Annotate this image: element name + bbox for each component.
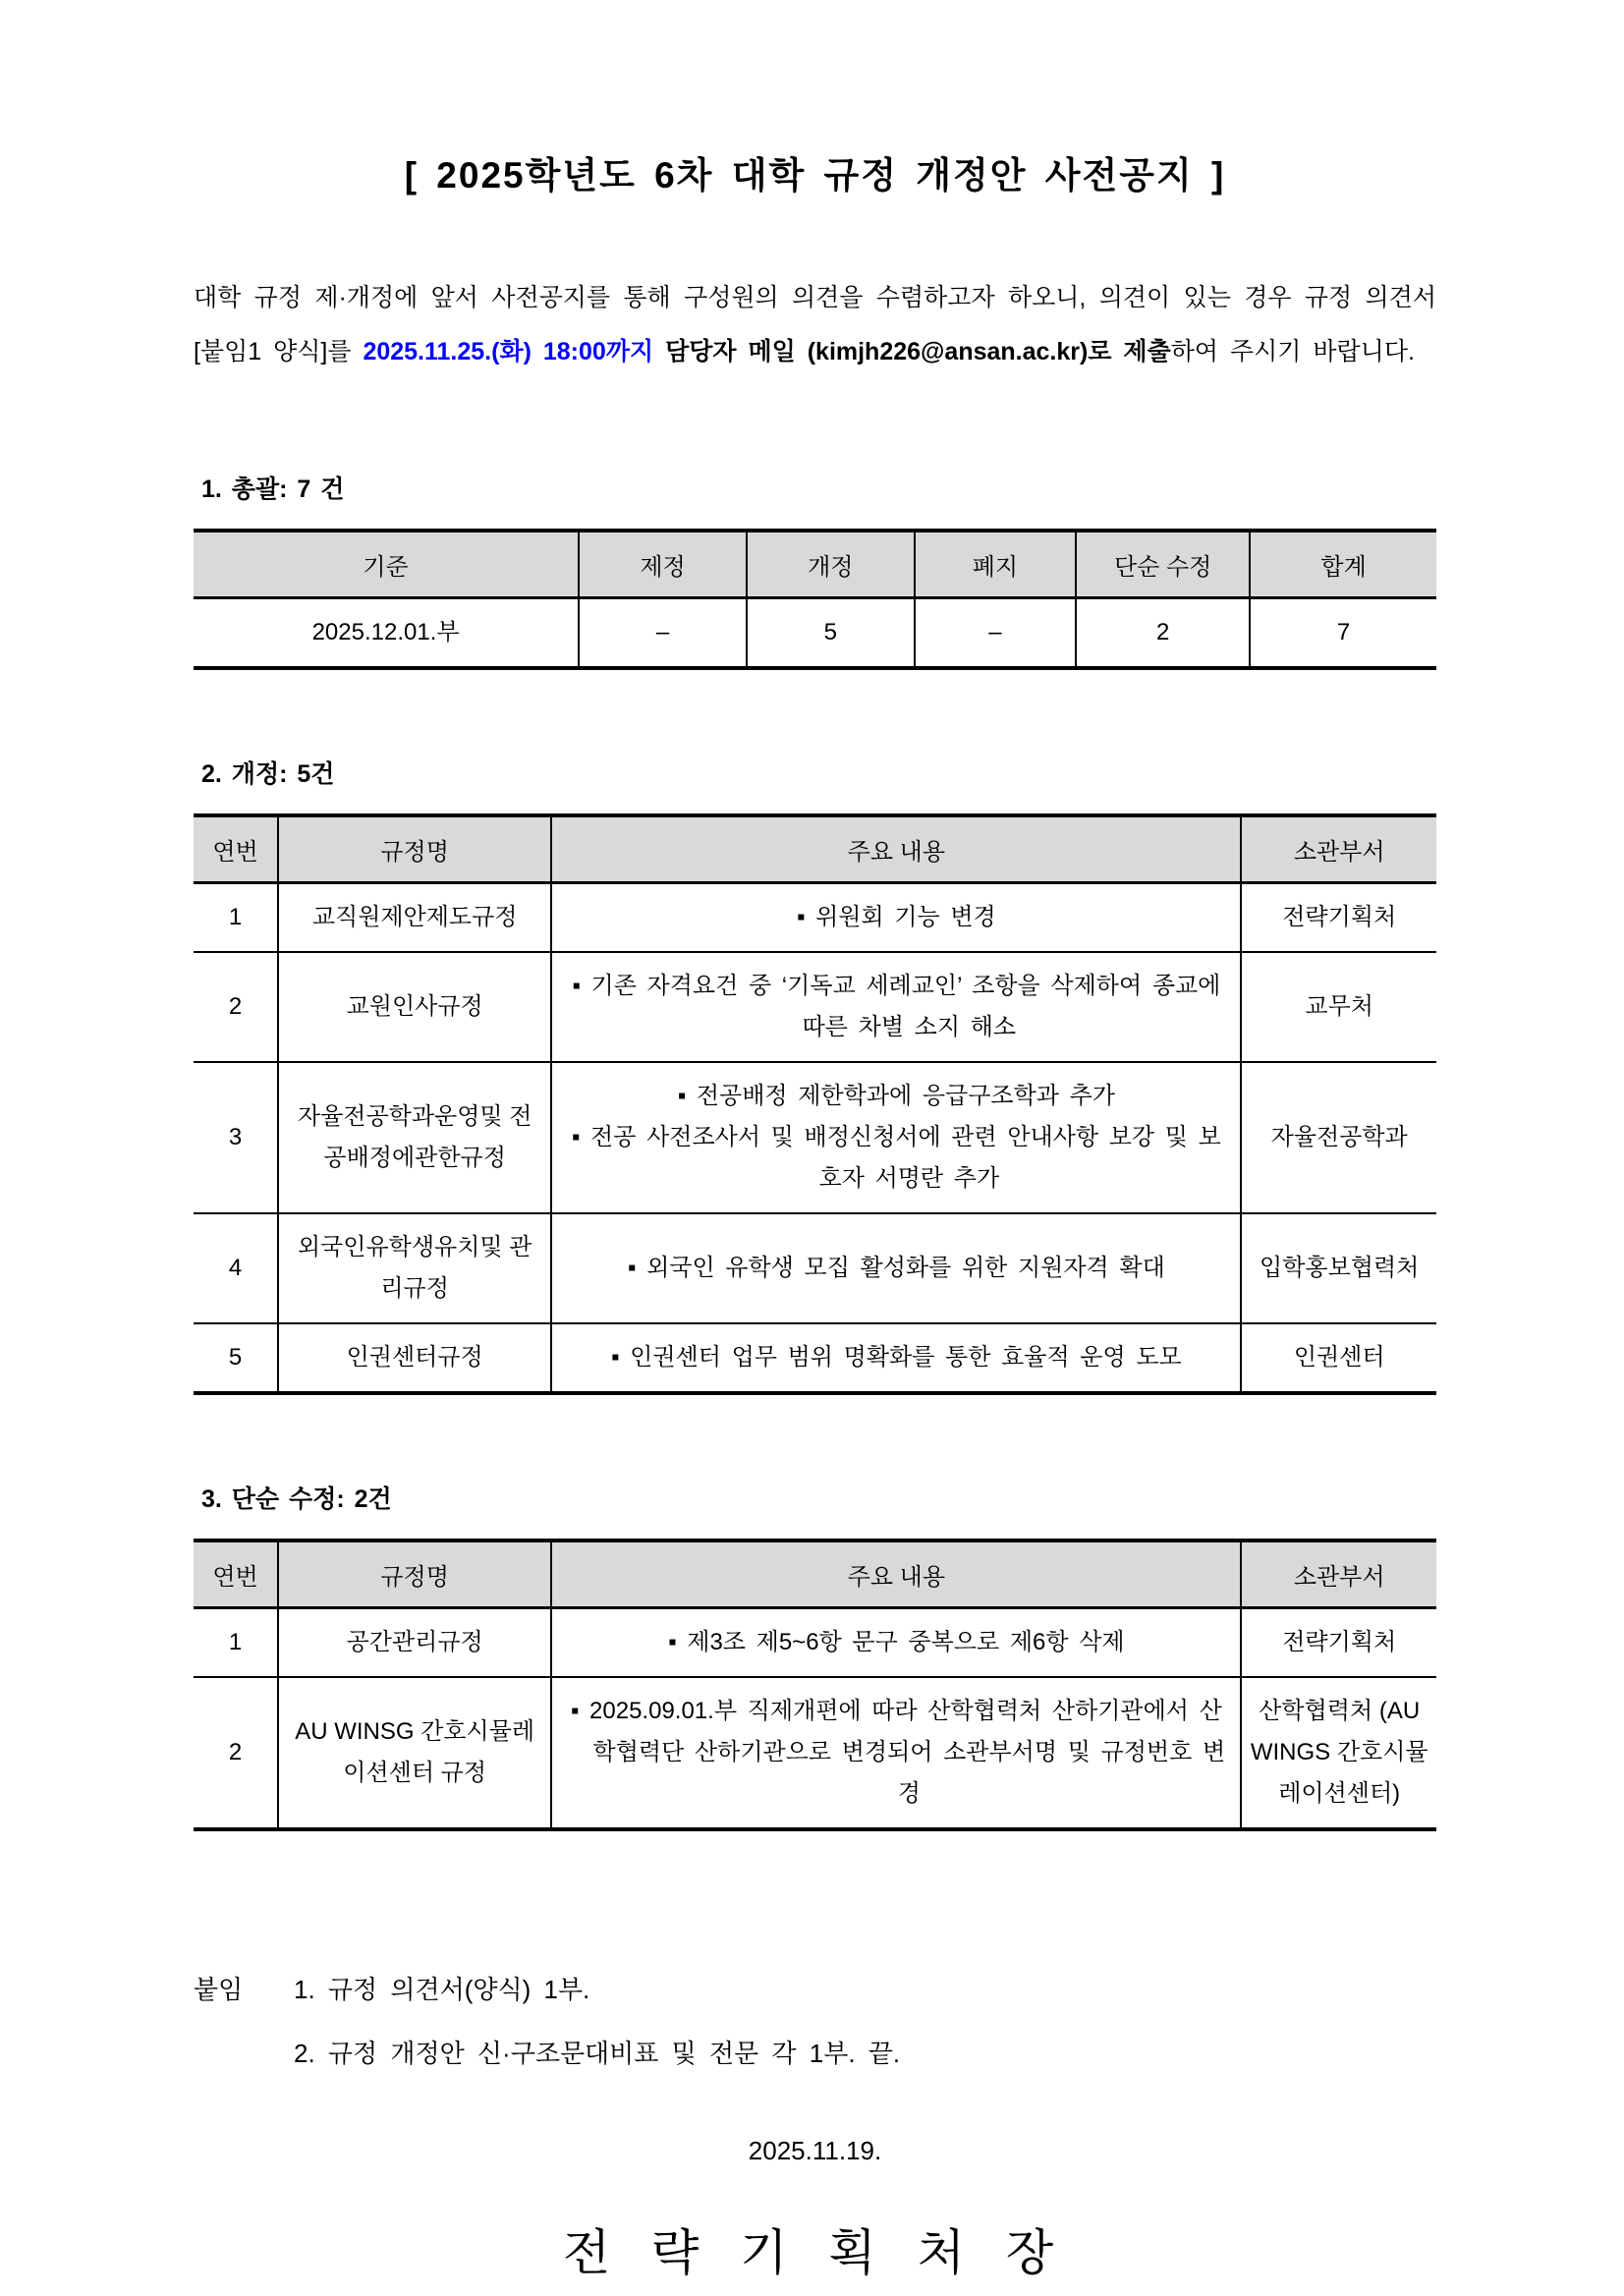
summary-abolished-value: – <box>915 598 1076 669</box>
attachment-row-2 <box>194 2033 1436 2075</box>
main-content-cell <box>551 883 1241 953</box>
summary-enacted-value: – <box>579 598 747 669</box>
revisions-table <box>194 813 1436 1395</box>
main-content-cell <box>551 1608 1241 1678</box>
table-row <box>194 883 1436 953</box>
regulation-name: 교원인사규정 <box>278 952 551 1062</box>
department: 자율전공학과 <box>1241 1062 1436 1213</box>
intro-deadline: 2025.11.25.(화) 18:00까지 <box>363 338 654 365</box>
simple-edits-header-row <box>194 1540 1436 1608</box>
row-number: 3 <box>194 1062 278 1213</box>
content-line: ▪ 외국인 유학생 모집 활성화를 위한 지원자격 확대 <box>627 1255 1165 1281</box>
main-content-cell <box>551 952 1241 1062</box>
intro-text-start: 대학 규정 제·개정에 앞서 사전공지를 통해 구성원의 의견을 수렴하고자 하오니, 의견이 있는 경우 규정 의견서[붙임1 양식]를 <box>194 284 1436 365</box>
revisions-section <box>194 755 1436 1395</box>
content-line: ▪ 전공배정 제한학과에 응급구조학과 추가 <box>677 1083 1115 1109</box>
content-line: ▪ 전공 사전조사서 및 배정신청서에 관련 안내사항 보강 및 보호자 서명란 추가 <box>571 1124 1221 1192</box>
table-row <box>194 1062 1436 1213</box>
simple-edits-section <box>194 1480 1436 1831</box>
table-row <box>194 1213 1436 1323</box>
revisions-col-content: 주요 내용 <box>551 815 1241 883</box>
attachments <box>194 1969 1436 2075</box>
attachment-row-1 <box>194 1969 1436 2011</box>
intro-text-end: 하여 주시기 바랍니다. <box>1170 338 1415 365</box>
department: 인권센터 <box>1241 1323 1436 1393</box>
regulation-name: 외국인유학생유치및 관리규정 <box>278 1213 551 1323</box>
department: 산학협력처 (AU WINGS 간호시뮬레이션센터) <box>1241 1677 1436 1829</box>
summary-col-basis: 기준 <box>194 531 579 598</box>
table-row <box>194 1608 1436 1678</box>
attachment-item-1: 1. 규정 의견서(양식) 1부. <box>294 1975 590 2004</box>
content-line: ▪ 위원회 기능 변경 <box>796 904 996 930</box>
summary-col-enacted: 제정 <box>579 531 747 598</box>
intro-paragraph <box>194 271 1436 379</box>
main-content-cell <box>551 1213 1241 1323</box>
row-number: 5 <box>194 1323 278 1393</box>
regulation-name: AU WINSG 간호시뮬레이션센터 규정 <box>278 1677 551 1829</box>
department: 전략기획처 <box>1241 883 1436 953</box>
content-line: ▪ 기존 자격요건 중 ‘기독교 세례교인’ 조항을 삭제하여 종교에 따른 차별 소지 해소 <box>572 973 1221 1040</box>
regulation-name: 인권센터규정 <box>278 1323 551 1393</box>
row-number: 2 <box>194 952 278 1062</box>
summary-heading: 1. 총괄: 7 건 <box>201 476 345 503</box>
simple-edits-col-name: 규정명 <box>278 1540 551 1608</box>
summary-col-revised: 개정 <box>747 531 915 598</box>
content-line: ▪ 2025.09.01.부 직제개편에 따라 산학협력처 산하기관에서 산학협력단 산하기관으로 변경되어 소관부서명 및 규정번호 변경 <box>570 1698 1226 1807</box>
revisions-heading: 2. 개정: 5건 <box>201 760 335 788</box>
summary-table <box>194 529 1436 670</box>
table-row <box>194 1323 1436 1393</box>
revisions-col-no: 연번 <box>194 815 278 883</box>
content-line: ▪ 제3조 제5~6항 문구 중복으로 제6항 삭제 <box>668 1629 1125 1655</box>
table-row <box>194 1677 1436 1829</box>
row-number: 2 <box>194 1677 278 1829</box>
summary-col-abolished: 폐지 <box>915 531 1076 598</box>
revisions-header-row <box>194 815 1436 883</box>
regulation-name: 교직원제안제도규정 <box>278 883 551 953</box>
signature-title: 전 략 기 획 처 장 <box>562 2224 1068 2280</box>
summary-header-row <box>194 531 1436 598</box>
department: 입학홍보협력처 <box>1241 1213 1436 1323</box>
main-content-cell <box>551 1677 1241 1829</box>
summary-total-value: 7 <box>1250 598 1436 669</box>
row-number: 1 <box>228 904 243 930</box>
department: 전략기획처 <box>1241 1608 1436 1678</box>
attachment-label: 붙임 <box>194 1975 244 2004</box>
summary-col-simple-edit: 단순 수정 <box>1076 531 1250 598</box>
summary-data-row <box>194 598 1436 669</box>
intro-bold-segment: 담당자 메일 (kimjh226@ansan.ac.kr)로 제출 <box>653 338 1171 365</box>
summary-basis-value: 2025.12.01.부 <box>311 619 460 645</box>
revisions-col-dept: 소관부서 <box>1241 815 1436 883</box>
simple-edits-col-dept: 소관부서 <box>1241 1540 1436 1608</box>
regulation-name: 공간관리규정 <box>278 1608 551 1678</box>
main-content-cell <box>551 1062 1241 1213</box>
summary-revised-value: 5 <box>747 598 915 669</box>
summary-section <box>194 470 1436 670</box>
summary-simple-edit-value: 2 <box>1076 598 1250 669</box>
main-content-cell <box>551 1323 1241 1393</box>
document-title: [ 2025학년도 6차 대학 규정 개정안 사전공지 ] <box>404 155 1226 196</box>
row-number: 1 <box>228 1629 243 1655</box>
department: 교무처 <box>1241 952 1436 1062</box>
simple-edits-col-no: 연번 <box>194 1540 278 1608</box>
row-number: 4 <box>194 1213 278 1323</box>
attachment-label-spacer <box>194 2033 294 2075</box>
simple-edits-table <box>194 1539 1436 1831</box>
regulation-name: 자율전공학과운영및 전공배정에관한규정 <box>278 1062 551 1213</box>
summary-col-total: 합계 <box>1250 531 1436 598</box>
content-line: ▪ 인권센터 업무 범위 명확화를 통한 효율적 운영 도모 <box>610 1344 1182 1371</box>
attachment-item-2: 2. 규정 개정안 신·구조문대비표 및 전문 각 1부. 끝. <box>294 2038 901 2068</box>
revisions-col-name: 규정명 <box>278 815 551 883</box>
table-row <box>194 952 1436 1062</box>
simple-edits-col-content: 주요 내용 <box>551 1540 1241 1608</box>
document-date: 2025.11.19. <box>748 2135 882 2165</box>
simple-edits-heading: 3. 단순 수정: 2건 <box>201 1485 392 1513</box>
